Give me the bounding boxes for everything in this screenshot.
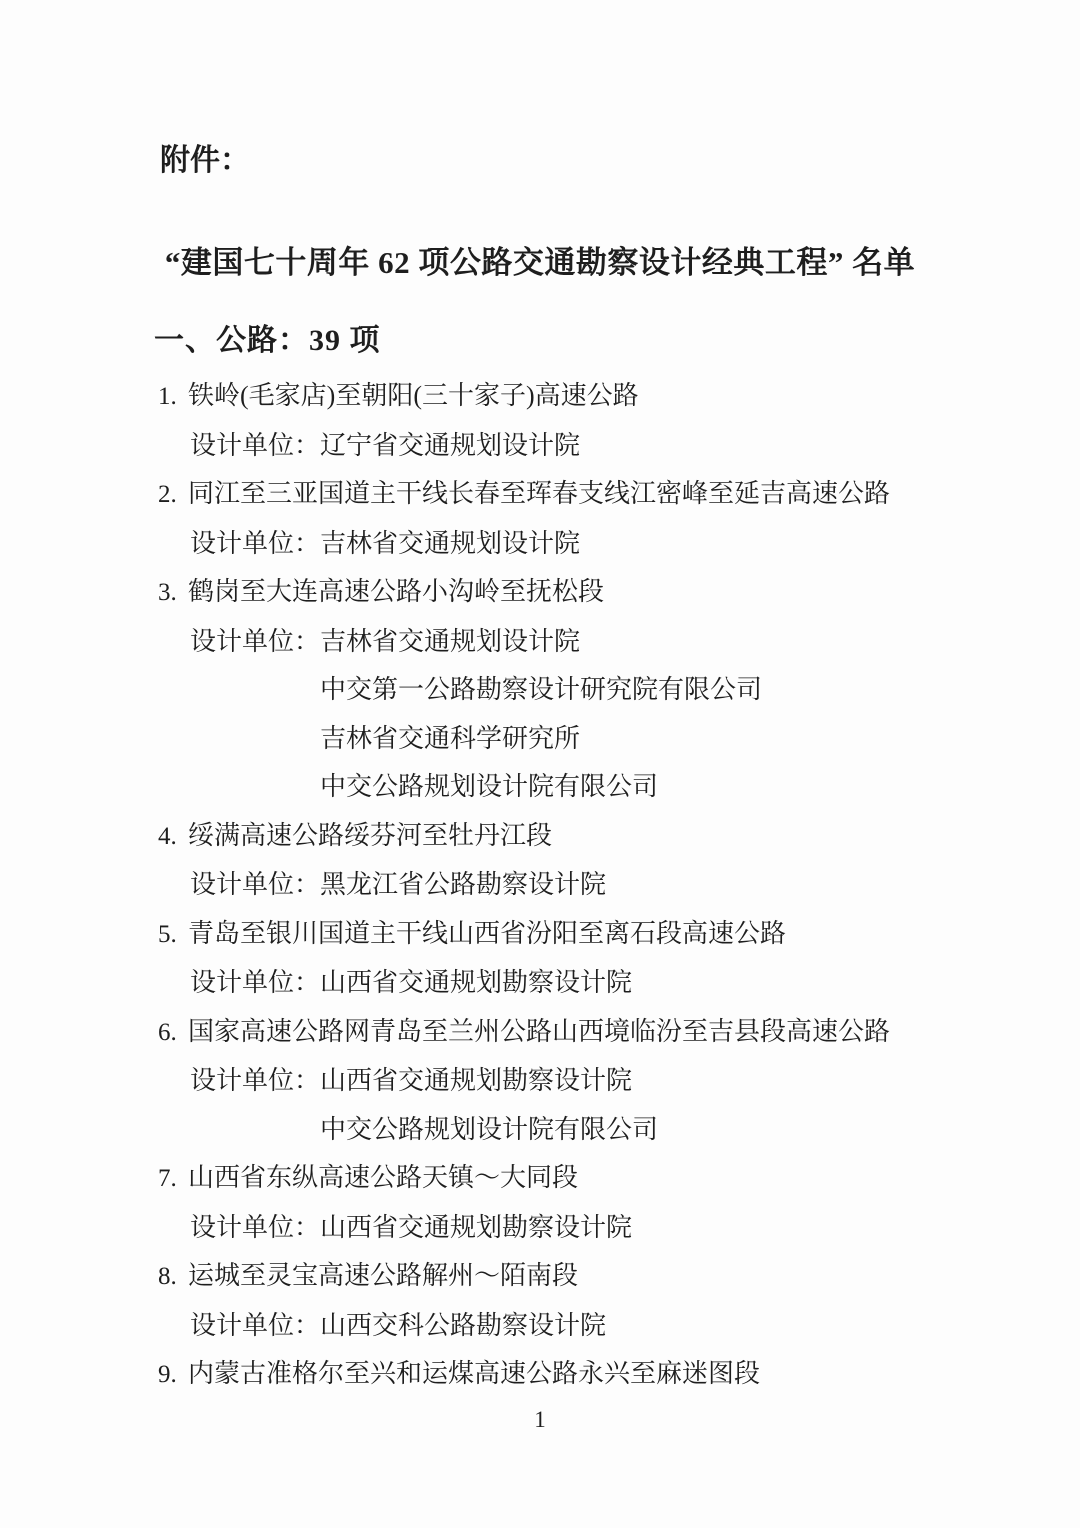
document-title: “建国七十周年 62 项公路交通勘察设计经典工程” 名单: [164, 245, 916, 280]
designer-label: 设计单位：: [190, 626, 321, 656]
designer-unit: 中交第一公路勘察设计研究院有限公司: [320, 675, 763, 704]
project-number: 5.: [158, 920, 177, 948]
project-item: [0, 1154, 1080, 1252]
designer-unit: 黑龙江省公路勘察设计院: [320, 870, 607, 899]
project-title-row: [0, 568, 1080, 618]
project-title-row: [0, 1154, 1080, 1204]
designer-row: [0, 1204, 1080, 1253]
project-title-row: [0, 1252, 1080, 1302]
designer-label: 设计单位：: [190, 1066, 321, 1095]
designer-row: [0, 1057, 1080, 1106]
project-title-row: [0, 1008, 1080, 1058]
project-name: 绥满高速公路绥芬河至牡丹江段: [188, 820, 553, 850]
project-item: [0, 470, 1080, 568]
project-item: [0, 372, 1080, 470]
project-number: 6.: [158, 1018, 177, 1046]
project-name: 内蒙古准格尔至兴和运煤高速公路永兴至麻迷图段: [188, 1359, 761, 1388]
designer-unit: 山西省交通规划勘察设计院: [320, 1212, 633, 1242]
project-name: 青岛至银川国道主干线山西省汾阳至离石段高速公路: [188, 918, 787, 948]
project-item: [0, 1252, 1080, 1350]
project-title-row: [0, 910, 1080, 960]
designer-row: [0, 1106, 1080, 1155]
project-name: 山西省东纵高速公路天镇～大同段: [188, 1163, 579, 1192]
designer-unit: 吉林省交通规划设计院: [320, 528, 581, 558]
designer-row: [0, 959, 1080, 1008]
attachment-label: 附件：: [160, 144, 250, 177]
designer-label: 设计单位：: [190, 430, 321, 460]
project-item: [0, 910, 1080, 1008]
project-number: 4.: [158, 822, 177, 850]
designer-label: 设计单位：: [190, 528, 321, 558]
project-name: 铁岭(毛家店)至朝阳(三十家子)高速公路: [188, 381, 639, 410]
designer-row: [0, 666, 1080, 715]
designer-row: [0, 520, 1080, 569]
designer-unit: 吉林省交通科学研究所: [320, 723, 581, 753]
designer-unit: 山西交科公路勘察设计院: [320, 1310, 607, 1340]
project-number: 3.: [158, 579, 177, 606]
project-item: [0, 1008, 1080, 1155]
project-name: 运城至灵宝高速公路解州～陌南段: [188, 1261, 579, 1290]
designer-label: 设计单位：: [190, 1310, 321, 1340]
designer-row: [0, 618, 1080, 667]
designer-row: [0, 763, 1080, 812]
designer-unit: 山西省交通规划勘察设计院: [320, 968, 633, 997]
designer-row: [0, 1302, 1080, 1351]
project-list: [0, 372, 1080, 1400]
designer-label: 设计单位：: [190, 968, 321, 997]
project-number: 7.: [158, 1165, 177, 1192]
project-item: [0, 1350, 1080, 1400]
section-heading: 一、公路：39 项: [154, 324, 381, 357]
project-number: 8.: [158, 1263, 177, 1290]
designer-row: [0, 715, 1080, 764]
designer-row: [0, 422, 1080, 471]
designer-label: 设计单位：: [190, 1212, 321, 1242]
designer-unit: 中交公路规划设计院有限公司: [320, 772, 659, 801]
designer-unit: 中交公路规划设计院有限公司: [320, 1114, 659, 1144]
project-item: [0, 568, 1080, 812]
project-number: 2.: [158, 481, 177, 508]
project-name: 同江至三亚国道主干线长春至珲春支线江密峰至延吉高速公路: [188, 479, 891, 508]
designer-unit: 吉林省交通规划设计院: [320, 626, 581, 656]
designer-row: [0, 861, 1080, 910]
designer-unit: 山西省交通规划勘察设计院: [320, 1066, 633, 1095]
project-number: 1.: [158, 383, 177, 410]
page-number: 1: [534, 1406, 546, 1432]
project-name: 鹤岗至大连高速公路小沟岭至抚松段: [188, 577, 605, 606]
project-title-row: [0, 1350, 1080, 1400]
project-title-row: [0, 372, 1080, 422]
project-name: 国家高速公路网青岛至兰州公路山西境临汾至吉县段高速公路: [188, 1016, 891, 1046]
designer-unit: 辽宁省交通规划设计院: [320, 430, 581, 460]
project-number: 9.: [158, 1361, 177, 1388]
project-title-row: [0, 470, 1080, 520]
designer-label: 设计单位：: [190, 870, 321, 899]
project-item: [0, 812, 1080, 910]
project-title-row: [0, 812, 1080, 862]
